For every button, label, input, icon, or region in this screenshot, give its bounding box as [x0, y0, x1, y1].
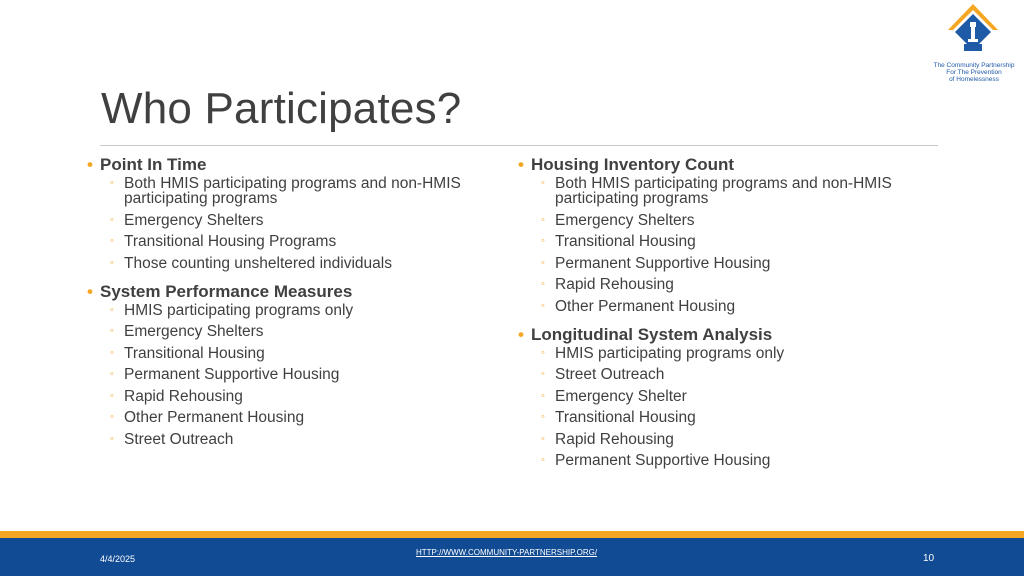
list-item-text: Transitional Housing: [555, 233, 696, 250]
sub-bullet-icon: ◦: [541, 177, 545, 189]
list-item-text: Emergency Shelters: [124, 211, 264, 229]
list-item: [518, 367, 938, 382]
left-column: [87, 154, 507, 457]
list-item-text: Transitional Housing: [555, 409, 696, 426]
list-item: [518, 213, 938, 228]
list-item-text: Emergency Shelter: [555, 387, 687, 405]
list-item-text: Transitional Housing Programs: [124, 233, 337, 250]
sub-bullet-icon: ◦: [541, 278, 545, 290]
org-name-line: The Community Partnership: [933, 62, 1015, 69]
list-item-text: Rapid Rehousing: [555, 430, 674, 448]
sub-bullet-icon: ◦: [110, 256, 114, 269]
list-item: [87, 324, 507, 339]
list-item-text: Permanent Supportive Housing: [555, 254, 771, 272]
org-name-line: For The Prevention: [946, 69, 1002, 76]
list-item: [518, 453, 938, 468]
sub-bullet-icon: ◦: [110, 411, 114, 423]
list-item: [87, 410, 507, 425]
list-item-text: Both HMIS participating programs and non-HMIS participating programs: [555, 175, 892, 207]
sub-bullet-icon: ◦: [110, 368, 114, 380]
footer-bar: [0, 538, 1024, 576]
section-heading: [518, 154, 938, 176]
list-item-text: HMIS participating programs only: [555, 344, 785, 362]
sub-bullet-icon: ◦: [110, 235, 114, 247]
list-item: [87, 432, 507, 447]
sub-bullet-icon: ◦: [110, 325, 114, 337]
list-item: [518, 432, 938, 447]
list-item: [87, 346, 507, 361]
footer-date: 4/4/2025: [100, 554, 136, 564]
bullet-section: [87, 281, 507, 447]
section-heading: [87, 281, 507, 303]
list-item: [87, 367, 507, 382]
bullet-icon: •: [87, 281, 93, 301]
right-column: [518, 154, 938, 478]
bullet-icon: •: [518, 324, 524, 344]
list-item-text: Transitional Housing: [124, 344, 265, 362]
list-item-text: Street Outreach: [555, 366, 665, 383]
title-divider: [100, 145, 938, 146]
bullet-section: [87, 154, 507, 271]
list-item-text: HMIS participating programs only: [124, 301, 354, 319]
list-item: [518, 176, 938, 206]
sub-bullet-icon: ◦: [110, 303, 114, 316]
list-item-text: Other Permanent Housing: [555, 297, 736, 315]
list-item-text: Permanent Supportive Housing: [124, 366, 340, 383]
sub-bullet-icon: ◦: [541, 368, 545, 380]
house-logo-icon: [942, 0, 1004, 62]
bullet-section: [518, 324, 938, 469]
section-heading-text: Longitudinal System Analysis: [531, 324, 773, 344]
list-item-text: Rapid Rehousing: [555, 276, 674, 293]
list-item: [87, 234, 507, 249]
section-heading-text: System Performance Measures: [100, 281, 353, 301]
list-item-text: Emergency Shelters: [124, 323, 264, 340]
bullet-section: [518, 154, 938, 314]
sub-bullet-icon: ◦: [541, 432, 545, 445]
sub-bullet-icon: ◦: [541, 256, 545, 269]
list-item-text: Other Permanent Housing: [124, 409, 305, 426]
list-item: [518, 256, 938, 271]
list-item: [518, 277, 938, 292]
sub-bullet-icon: ◦: [110, 346, 114, 359]
sub-bullet-icon: ◦: [110, 213, 114, 226]
sub-bullet-icon: ◦: [541, 213, 545, 226]
list-item: [518, 299, 938, 314]
list-item-text: Those counting unsheltered individuals: [124, 254, 392, 272]
sub-bullet-icon: ◦: [541, 299, 545, 312]
section-heading-text: Point In Time: [100, 155, 207, 174]
bullet-icon: •: [518, 155, 524, 174]
list-item-text: Rapid Rehousing: [124, 387, 243, 405]
list-item-text: Permanent Supportive Housing: [555, 452, 771, 469]
list-item: [87, 256, 507, 271]
list-item: [87, 389, 507, 404]
slide-title: Who Participates?: [101, 84, 462, 133]
footer-accent-bar: [0, 531, 1024, 538]
list-item-text: Street Outreach: [124, 430, 234, 448]
list-item: [518, 346, 938, 361]
list-item-text: Emergency Shelters: [555, 211, 695, 229]
section-heading: [87, 154, 507, 176]
bullet-icon: •: [87, 155, 93, 174]
footer-url-link[interactable]: HTTP://WWW.COMMUNITY-PARTNERSHIP.ORG/: [416, 548, 598, 557]
sub-bullet-icon: ◦: [541, 454, 545, 466]
organization-logo: [924, 0, 1024, 90]
list-item: [87, 176, 507, 206]
sub-bullet-icon: ◦: [110, 177, 114, 189]
list-item: [87, 213, 507, 228]
section-heading-text: Housing Inventory Count: [531, 155, 735, 174]
organization-name: [924, 62, 1024, 83]
org-name-line: of Homelessness: [949, 76, 999, 83]
sub-bullet-icon: ◦: [541, 411, 545, 423]
sub-bullet-icon: ◦: [110, 432, 114, 445]
list-item: [518, 234, 938, 249]
list-item-text: Both HMIS participating programs and non-HMIS participating programs: [124, 175, 461, 207]
sub-bullet-icon: ◦: [541, 346, 545, 359]
sub-bullet-icon: ◦: [541, 235, 545, 247]
section-heading: [518, 324, 938, 346]
list-item: [518, 410, 938, 425]
page-number: 10: [923, 553, 935, 564]
sub-bullet-icon: ◦: [541, 389, 545, 402]
list-item: [87, 303, 507, 318]
list-item: [518, 389, 938, 404]
sub-bullet-icon: ◦: [110, 389, 114, 402]
